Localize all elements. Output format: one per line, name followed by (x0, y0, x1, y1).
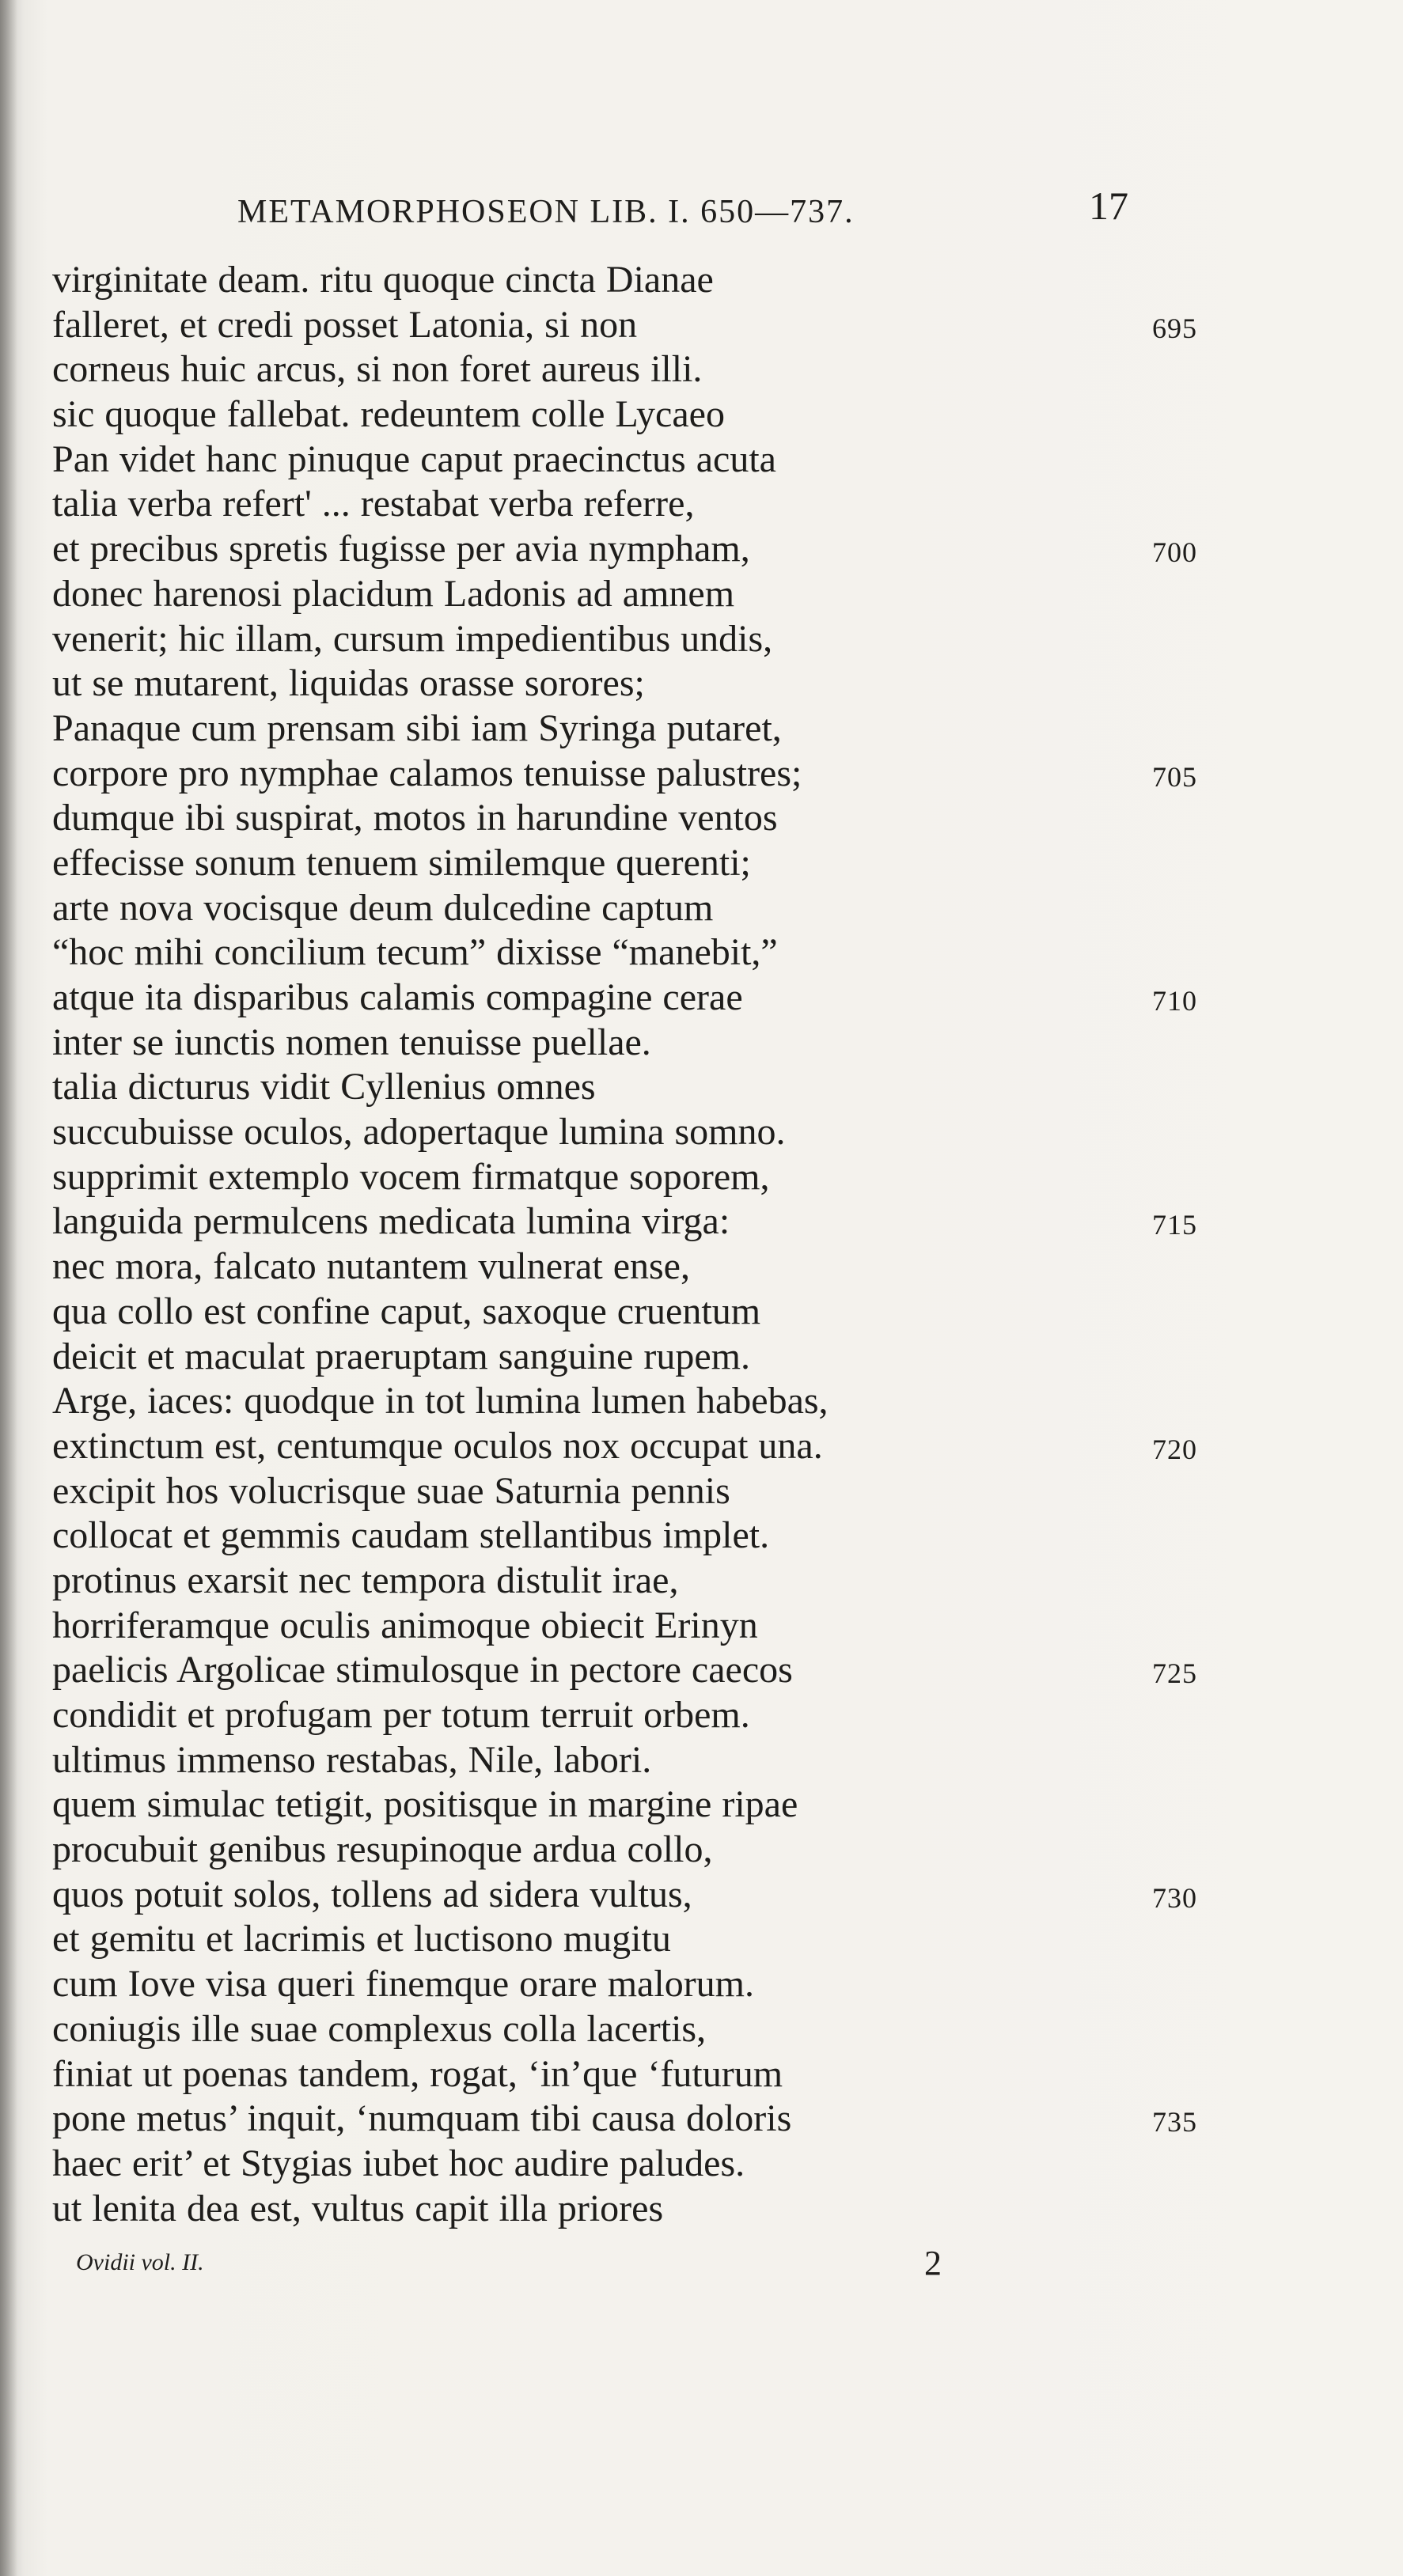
verse-line (52, 1917, 1318, 1962)
verse-line (52, 1335, 1318, 1380)
verse-text: collocat et gemmis caudam stellantibus implet. (52, 1514, 770, 1557)
verse-text: et precibus spretis fugisse per avia nympham, (52, 528, 750, 570)
verse-text: ut se mutarent, liquidas orasse sorores; (52, 662, 645, 705)
verse-line (52, 1290, 1318, 1335)
sheet-number: 2 (924, 2244, 942, 2282)
verse-text: deicit et maculat praeruptam sanguine rupem. (52, 1335, 750, 1377)
verse-text: Pan videt hanc pinuque caput praecinctus acuta (52, 438, 776, 480)
verse-text: et gemitu et lacrimis et luctisono mugitu (52, 1918, 671, 1960)
verse-line (52, 1873, 1318, 1918)
line-number: 725 (1152, 1657, 1197, 1690)
verse-line (52, 930, 1318, 975)
verse-text: haec erit’ et Stygias iubet hoc audire paludes. (52, 2142, 745, 2184)
verse-text: condidit et profugam per totum terruit orbem. (52, 1694, 750, 1736)
line-number: 735 (1152, 2106, 1197, 2138)
verse-line (52, 1469, 1318, 1514)
verse-line (52, 1604, 1318, 1649)
verse-text: talia verba refert' ... restabat verba referre, (52, 483, 695, 525)
verse-line (52, 2097, 1318, 2142)
verse-text: talia dicturus vidit Cyllenius omnes (52, 1066, 596, 1108)
verse-line (52, 1379, 1318, 1424)
verse-line (52, 2142, 1318, 2187)
verse-line (52, 1065, 1318, 1110)
verse-text: excipit hos volucrisque suae Saturnia pennis (52, 1469, 730, 1512)
verse-text: quos potuit solos, tollens ad sidera vultus, (52, 1873, 692, 1915)
page-number: 17 (1089, 184, 1128, 228)
verse-text: venerit; hic illam, cursum impedientibus undis, (52, 617, 773, 660)
verse-line (52, 975, 1318, 1021)
verse-line (52, 2187, 1318, 2232)
verse-line (52, 438, 1318, 483)
verse-text: cum Iove visa queri finemque orare malorum. (52, 1963, 755, 2006)
verse-text: sic quoque fallebat. redeuntem colle Lycaeo (52, 393, 725, 436)
verse-line (52, 1559, 1318, 1604)
verse-text: falleret, et credi posset Latonia, si non (52, 303, 638, 346)
verse-line (52, 752, 1318, 797)
verse-block (52, 258, 1318, 2231)
verse-line (52, 1828, 1318, 1873)
running-head: METAMORPHOSEON LIB. I. 650—737. (237, 194, 855, 230)
verse-line (52, 1110, 1318, 1155)
verse-text: Arge, iaces: quodque in tot lumina lumen habebas, (52, 1380, 829, 1422)
verse-text: effecisse sonum tenuem similemque querenti; (52, 841, 751, 884)
verse-line (52, 1424, 1318, 1469)
verse-line (52, 707, 1318, 752)
verse-text: dumque ibi suspirat, motos in harundine ventos (52, 797, 778, 839)
verse-line (52, 1782, 1318, 1828)
verse-line (52, 1693, 1318, 1738)
line-number: 700 (1152, 536, 1197, 569)
line-number: 710 (1152, 985, 1197, 1017)
verse-line (52, 258, 1318, 303)
verse-text: donec harenosi placidum Ladonis ad amnem (52, 572, 735, 615)
verse-text: languida permulcens medicata lumina virga: (52, 1200, 730, 1243)
verse-text: qua collo est confine caput, saxoque cruentum (52, 1290, 761, 1332)
verse-line (52, 482, 1318, 527)
verse-text: procubuit genibus resupinoque ardua collo, (52, 1828, 713, 1871)
verse-line (52, 392, 1318, 438)
verse-text: atque ita disparibus calamis compagine cerae (52, 976, 743, 1018)
verse-line (52, 1513, 1318, 1559)
verse-text: protinus exarsit nec tempora distulit irae, (52, 1559, 679, 1601)
verse-line (52, 1199, 1318, 1244)
spine-shadow (0, 0, 17, 2576)
verse-text: horriferamque oculis animoque obiecit Erinyn (52, 1604, 758, 1646)
verse-line (52, 2007, 1318, 2052)
verse-text: “hoc mihi concilium tecum” dixisse “manebit,” (52, 931, 778, 974)
verse-line (52, 886, 1318, 931)
verse-line (52, 1738, 1318, 1783)
verse-text: arte nova vocisque deum dulcedine captum (52, 886, 714, 929)
verse-text: finiat ut poenas tandem, rogat, ‘in’que ‘futurum (52, 2052, 783, 2095)
verse-text: ut lenita dea est, vultus capit illa priores (52, 2187, 664, 2229)
verse-text: virginitate deam. ritu quoque cincta Dianae (52, 259, 714, 301)
verse-line (52, 617, 1318, 662)
verse-line (52, 1155, 1318, 1200)
verse-line (52, 1648, 1318, 1693)
verse-line (52, 1021, 1318, 1066)
verse-line (52, 661, 1318, 707)
verse-line (52, 1962, 1318, 2007)
verse-text: inter se iunctis nomen tenuisse puellae. (52, 1021, 651, 1063)
verse-line (52, 841, 1318, 886)
verse-text: ultimus immenso restabas, Nile, labori. (52, 1738, 652, 1781)
verse-text: Panaque cum prensam sibi iam Syringa putaret, (52, 707, 782, 749)
verse-line (52, 796, 1318, 841)
verse-text: extinctum est, centumque oculos nox occupat una. (52, 1424, 823, 1467)
verse-text: supprimit extemplo vocem firmatque soporem, (52, 1155, 770, 1198)
verse-text: nec mora, falcato nutantem vulnerat ense, (52, 1245, 690, 1288)
verse-line (52, 572, 1318, 617)
verse-text: succubuisse oculos, adopertaque lumina somno. (52, 1111, 786, 1154)
line-number: 695 (1152, 312, 1197, 344)
verse-line (52, 303, 1318, 348)
signature-mark: Ovidii vol. II. (76, 2249, 204, 2275)
verse-line (52, 347, 1318, 392)
verse-line (52, 527, 1318, 572)
verse-text: corneus huic arcus, si non foret aureus illi. (52, 348, 703, 391)
verse-line (52, 2052, 1318, 2097)
line-number: 720 (1152, 1433, 1197, 1465)
verse-text: coniugis ille suae complexus colla lacertis, (52, 2007, 707, 2050)
verse-text: corpore pro nymphae calamos tenuisse palustres; (52, 752, 802, 794)
verse-line (52, 1244, 1318, 1290)
verse-text: pone metus’ inquit, ‘numquam tibi causa doloris (52, 2097, 792, 2140)
line-number: 715 (1152, 1209, 1197, 1241)
line-number: 705 (1152, 760, 1197, 793)
verse-text: quem simulac tetigit, positisque in margine ripae (52, 1783, 798, 1826)
line-number: 730 (1152, 1881, 1197, 1914)
verse-text: paelicis Argolicae stimulosque in pectore caecos (52, 1649, 793, 1691)
